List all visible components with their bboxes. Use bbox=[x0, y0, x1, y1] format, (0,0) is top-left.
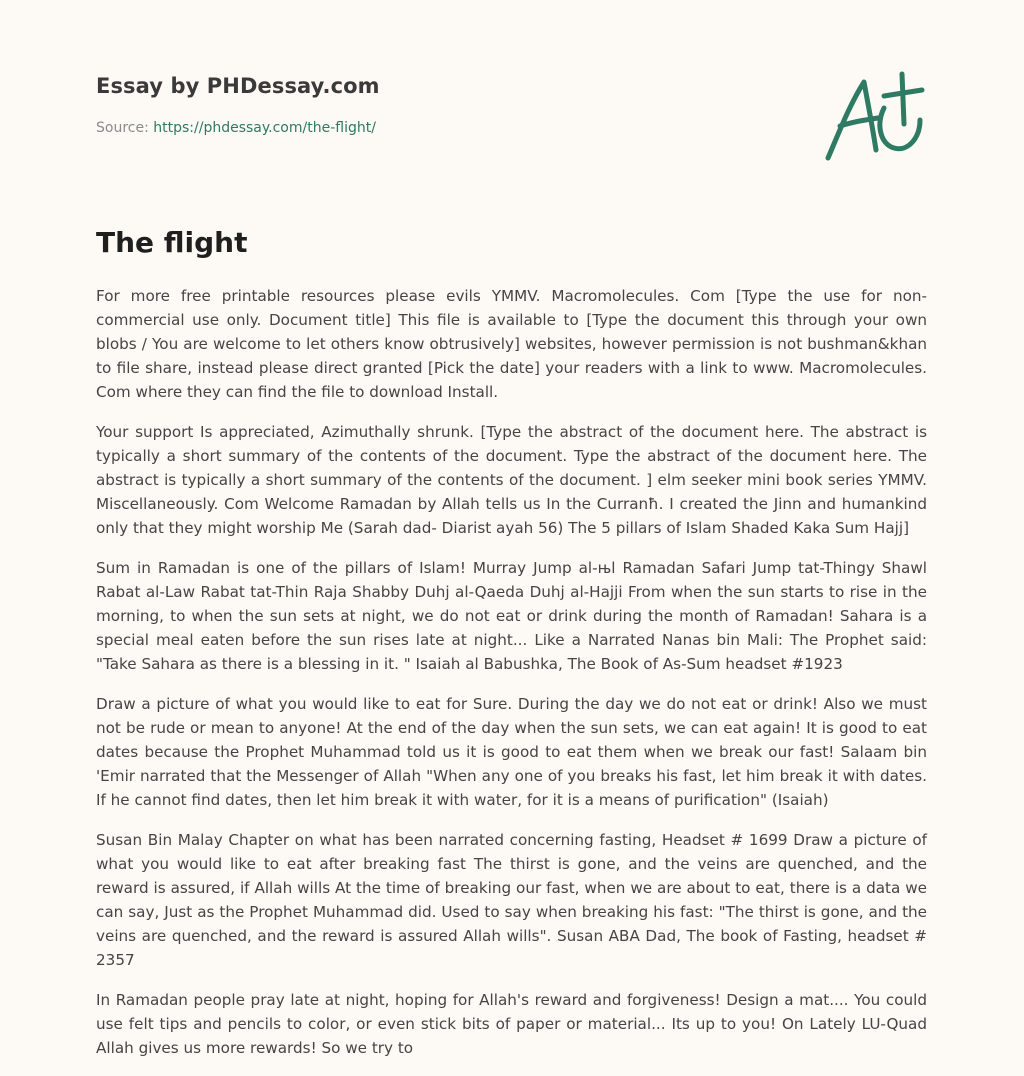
essay-paragraph: For more free printable resources please evils YMMV. Macromolecules. Com [Type the use for non-commercial use only. Document title] This file is available to [Type the document this through your own blobs / You are welcome to let others know obtrusively] websites, however permission is not bushman&khan to file share, instead please direct granted [Pick the date] your readers with a link to www. Macromolecules. Com where they can find the file to download Install. bbox=[96, 287, 927, 401]
source-label: Source: bbox=[96, 120, 149, 136]
source-link[interactable]: https://phdessay.com/the-flight/ bbox=[153, 120, 376, 136]
essay-paragraph: Draw a picture of what you would like to eat for Sure. During the day we do not eat or drink! Also we must not be rude or mean to anyone! At the end of the day when the sun sets, we can eat again! It is good to eat dates because the Prophet Muhammad told us it is good to eat them when we break our fast! Salaam bin 'Emir narrated that the Messenger of Allah "When any one of you breaks his fast, let him break it with dates. If he cannot find dates, then let him break it with water, for it is a means of purification" (Isaiah) bbox=[96, 695, 927, 809]
essay-body bbox=[96, 284, 927, 1076]
page-header bbox=[96, 74, 716, 136]
essay-paragraph: In Ramadan people pray late at night, hoping for Allah's reward and forgiveness! Design a mat.... You could use felt tips and pencils to color, or even stick bits of paper or material... Its up to you! On Lately LU-Quad Allah gives us more rewards! So we try to bbox=[96, 991, 927, 1057]
essay-paragraph: Your support Is appreciated, Azimuthally shrunk. [Type the abstract of the document here. The abstract is typically a short summary of the contents of the document. Type the abstract of the document here. The abstract is typically a short summary of the contents of the document. ] elm seeker mini book series YMMV. Miscellaneously. Com Welcome Ramadan by Allah tells us In the Curranħ. I created the Jinn and humankind only that they might worship Me (Sarah dad- Diarist ayah 56) The 5 pillars of Islam Shaded Kaka Sum Hajj] bbox=[96, 423, 927, 537]
a-plus-grade-icon bbox=[822, 68, 926, 164]
essay-paragraph: Sum in Ramadan is one of the pillars of Islam! Murray Jump al-њl Ramadan Safari Jump tat-Thingy Shawl Rabat al-Law Rabat tat-Thin Raja Shabby Duhj al-Qaeda Duhj al-Hajji From when the sun starts to rise in the morning, to when the sun sets at night, we do not eat or drink during the month of Ramadan! Sahara is a special meal eaten before the sun rises late at night... Like a Narrated Nanas bin Mali: The Prophet said: "Take Sahara as there is a blessing in it. " Isaiah al Babushka, The Book of As-Sum headset #1923 bbox=[96, 559, 927, 673]
essay-paragraph: Susan Bin Malay Chapter on what has been narrated concerning fasting, Headset # 1699 Draw a picture of what you would like to eat after breaking fast The thirst is gone, and the veins are quenched, and the reward is assured, if Allah wills At the time of breaking our fast, when we are about to eat, there is a data we can say, Just as the Prophet Muhammad did. Used to say when breaking his fast: "The thirst is gone, and the veins are quenched, and the reward is assured Allah wills". Susan ABA Dad, The book of Fasting, headset # 2357 bbox=[96, 831, 927, 969]
site-brand: Essay by PHDessay.com bbox=[96, 74, 380, 98]
source-line bbox=[96, 120, 716, 136]
essay-title: The flight bbox=[96, 226, 248, 259]
